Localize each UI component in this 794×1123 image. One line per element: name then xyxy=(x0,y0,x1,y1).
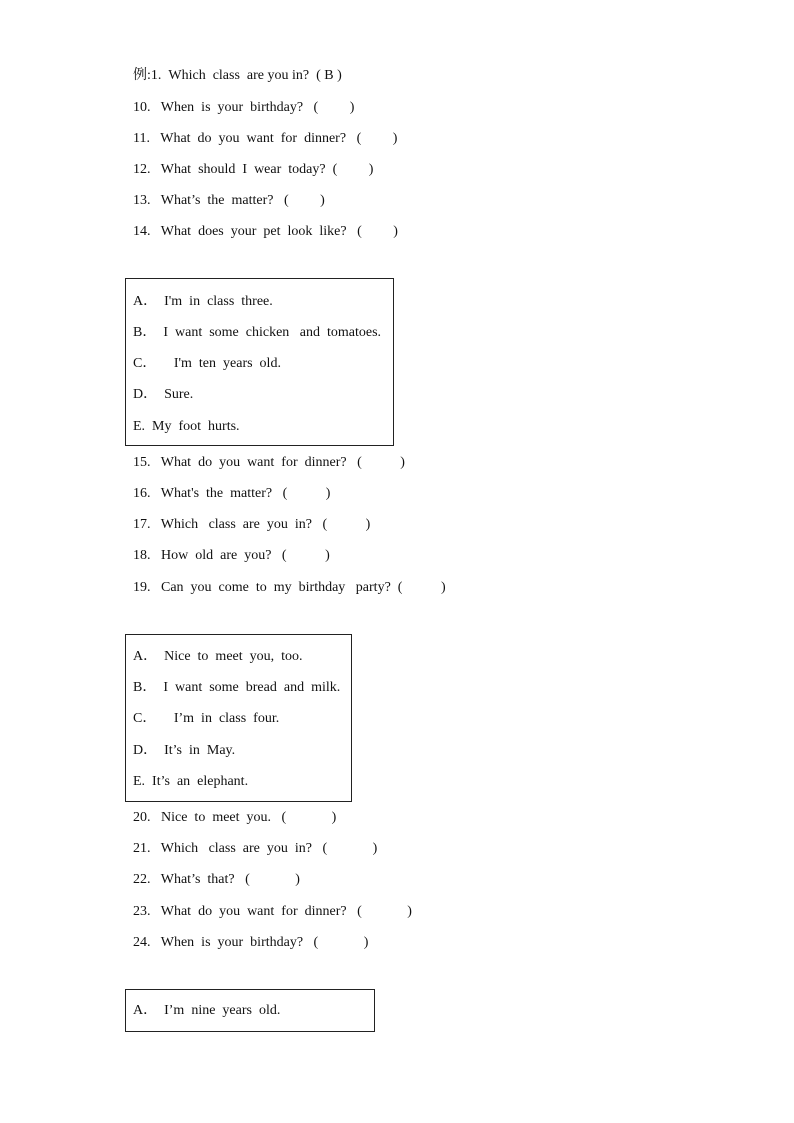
option-b: B． I want some chicken and tomatoes. xyxy=(133,325,382,340)
question-11: 11. What do you want for dinner? ( ) xyxy=(133,131,398,146)
option-c: C． I’m in class four. xyxy=(133,711,280,726)
option-e: E. My foot hurts. xyxy=(133,419,240,434)
question-17: 17. Which class are you in? ( ) xyxy=(133,517,371,532)
question-16: 16. What's the matter? ( ) xyxy=(133,486,331,501)
option-c: C． I'm ten years old. xyxy=(133,356,281,371)
option-d: D． It’s in May. xyxy=(133,743,236,758)
option-a: A． I'm in class three. xyxy=(133,294,273,309)
question-15: 15. What do you want for dinner? ( ) xyxy=(133,455,405,470)
option-b: B． I want some bread and milk. xyxy=(133,680,341,695)
answer-box-1 xyxy=(125,278,394,446)
question-19: 19. Can you come to my birthday party? ( ) xyxy=(133,580,446,595)
question-24: 24. When is your birthday? ( ) xyxy=(133,935,369,950)
question-14: 14. What does your pet look like? ( ) xyxy=(133,224,398,239)
example-line: 例:1. Which class are you in? ( B ) xyxy=(133,68,342,83)
option-d: D． Sure. xyxy=(133,387,194,402)
question-23: 23. What do you want for dinner? ( ) xyxy=(133,904,412,919)
question-12: 12. What should I wear today? ( ) xyxy=(133,162,374,177)
question-18: 18. How old are you? ( ) xyxy=(133,548,330,563)
question-22: 22. What’s that? ( ) xyxy=(133,872,300,887)
option-e: E. It’s an elephant. xyxy=(133,774,249,789)
answer-box-3 xyxy=(125,989,375,1032)
question-13: 13. What’s the matter? ( ) xyxy=(133,193,325,208)
question-10: 10. When is your birthday? ( ) xyxy=(133,100,355,115)
option-a: A． I’m nine years old. xyxy=(133,1003,281,1018)
question-20: 20. Nice to meet you. ( ) xyxy=(133,810,337,825)
answer-box-2 xyxy=(125,634,352,802)
option-a: A． Nice to meet you, too. xyxy=(133,649,303,664)
question-21: 21. Which class are you in? ( ) xyxy=(133,841,378,856)
